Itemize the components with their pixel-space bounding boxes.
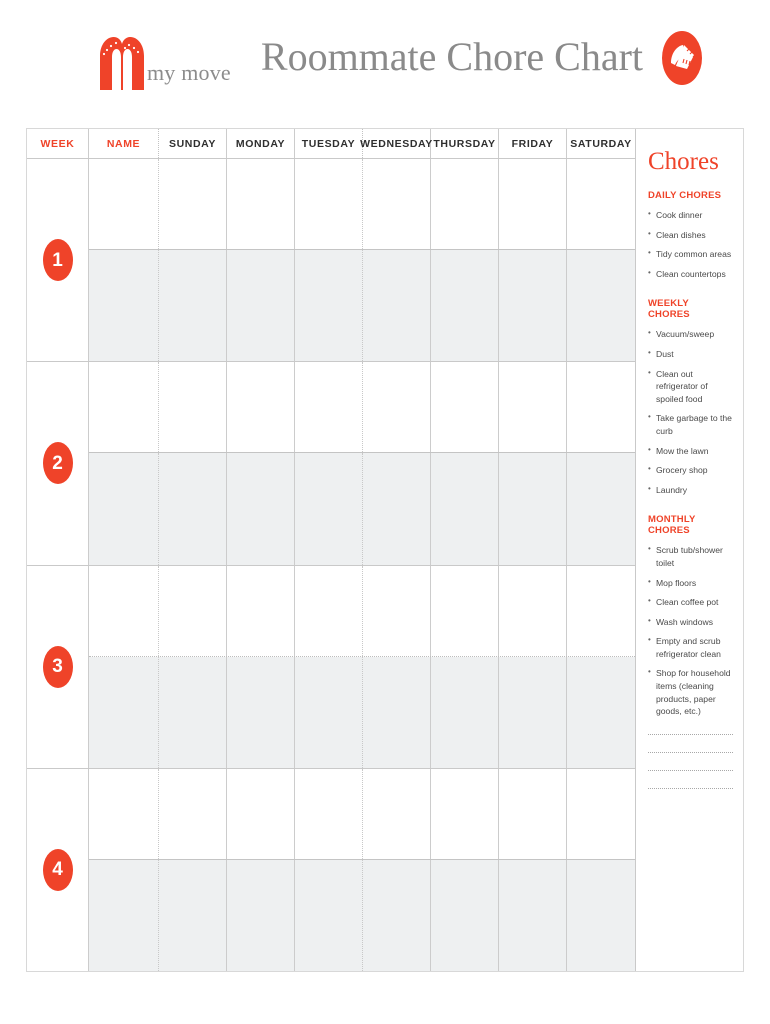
brand-wordmark: my move (147, 60, 231, 85)
grid-header-row (27, 129, 635, 159)
cell-friday[interactable] (499, 657, 567, 768)
chore-item: • Empty and scrub refrigerator clean (648, 635, 733, 660)
cell-monday[interactable] (227, 566, 295, 656)
cell-sunday[interactable] (159, 250, 227, 361)
cell-friday[interactable] (499, 250, 567, 361)
cell-thursday[interactable] (431, 860, 499, 971)
cell-sunday[interactable] (159, 453, 227, 564)
chore-item: • Tidy common areas (648, 248, 733, 261)
cell-name[interactable] (89, 362, 159, 452)
cell-sunday[interactable] (159, 362, 227, 452)
cell-saturday[interactable] (567, 453, 635, 564)
chores-sidebar (636, 129, 744, 971)
week-badge-3: 3 (43, 646, 73, 688)
cell-saturday[interactable] (567, 362, 635, 452)
cell-tuesday[interactable] (295, 566, 363, 656)
cell-wednesday[interactable] (363, 657, 431, 768)
cell-wednesday[interactable] (363, 362, 431, 452)
cell-sunday[interactable] (159, 566, 227, 656)
week-entry-rows (89, 769, 635, 971)
cell-tuesday[interactable] (295, 453, 363, 564)
chores-heading: Chores (648, 148, 719, 175)
cell-sunday[interactable] (159, 159, 227, 249)
entry-row-bottom (89, 860, 635, 971)
chore-item: • Wash windows (648, 616, 733, 629)
chore-list (648, 328, 733, 496)
chore-section-daily (648, 190, 733, 280)
page-header (0, 0, 770, 118)
chore-item: • Clean out refrigerator of spoiled food (648, 368, 733, 406)
cell-tuesday[interactable] (295, 362, 363, 452)
cell-monday[interactable] (227, 769, 295, 859)
chore-item: • Laundry (648, 484, 733, 497)
grid-body (27, 159, 635, 971)
cell-thursday[interactable] (431, 566, 499, 656)
cell-thursday[interactable] (431, 250, 499, 361)
cell-wednesday[interactable] (363, 453, 431, 564)
cell-saturday[interactable] (567, 860, 635, 971)
chore-section-monthly (648, 514, 733, 718)
chore-chart-sheet (26, 128, 744, 972)
week-number-cell (27, 769, 89, 971)
week-badge-1: 1 (43, 239, 73, 281)
column-header-friday: FRIDAY (499, 129, 567, 158)
column-header-tuesday: TUESDAY (295, 129, 363, 158)
entry-row-bottom (89, 657, 635, 768)
cell-name[interactable] (89, 566, 159, 656)
cell-tuesday[interactable] (295, 250, 363, 361)
cell-saturday[interactable] (567, 657, 635, 768)
entry-row-bottom (89, 250, 635, 361)
entry-row-top (89, 566, 635, 657)
entry-row-top (89, 769, 635, 860)
cell-saturday[interactable] (567, 566, 635, 656)
cell-thursday[interactable] (431, 453, 499, 564)
entry-row-top (89, 362, 635, 453)
week-row-4 (27, 769, 635, 971)
column-header-monday: MONDAY (227, 129, 295, 158)
cell-wednesday[interactable] (363, 769, 431, 859)
cell-wednesday[interactable] (363, 566, 431, 656)
brand-logo (98, 28, 231, 90)
blank-line[interactable] (648, 770, 733, 771)
cell-thursday[interactable] (431, 159, 499, 249)
cell-wednesday[interactable] (363, 860, 431, 971)
column-header-sunday: SUNDAY (159, 129, 227, 158)
chore-item: • Clean countertops (648, 268, 733, 281)
cell-friday[interactable] (499, 159, 567, 249)
chore-list (648, 544, 733, 718)
chore-item: • Take garbage to the curb (648, 412, 733, 437)
chore-list (648, 209, 733, 280)
week-number-cell (27, 159, 89, 361)
cell-name[interactable] (89, 657, 159, 768)
column-header-saturday: SATURDAY (570, 137, 632, 150)
chore-section-title: MONTHLY CHORES (648, 514, 696, 537)
cell-tuesday[interactable] (295, 769, 363, 859)
column-header-name: NAME (89, 129, 159, 158)
chore-item: • Scrub tub/shower toilet (648, 544, 733, 569)
week-row-2 (27, 362, 635, 565)
cell-thursday[interactable] (431, 657, 499, 768)
chore-item: • Cook dinner (648, 209, 733, 222)
week-badge-2: 2 (43, 442, 73, 484)
cell-saturday[interactable] (567, 250, 635, 361)
my-move-m-logo-icon (98, 36, 146, 90)
cell-thursday[interactable] (431, 769, 499, 859)
week-number-cell (27, 566, 89, 768)
cell-friday[interactable] (499, 362, 567, 452)
chore-item: • Dust (648, 348, 733, 361)
week-entry-rows (89, 566, 635, 768)
page-title: Roommate Chore Chart (260, 34, 644, 79)
column-header-wednesday: WEDNESDAY (363, 129, 431, 158)
cell-friday[interactable] (499, 860, 567, 971)
cell-friday[interactable] (499, 566, 567, 656)
week-entry-rows (89, 362, 635, 564)
cell-sunday[interactable] (159, 657, 227, 768)
chore-item: • Mow the lawn (648, 445, 733, 458)
column-header-thursday: THURSDAY (431, 129, 499, 158)
chore-item: • Shop for household items (cleaning products, paper goods, etc.) (648, 667, 733, 717)
column-header-week: WEEK (27, 129, 89, 158)
cell-tuesday[interactable] (295, 657, 363, 768)
cell-tuesday[interactable] (295, 159, 363, 249)
blank-line[interactable] (648, 788, 733, 789)
cell-monday[interactable] (227, 657, 295, 768)
cell-monday[interactable] (227, 362, 295, 452)
cell-friday[interactable] (499, 453, 567, 564)
chore-item: • Clean dishes (648, 229, 733, 242)
chore-section-weekly (648, 298, 733, 496)
cell-sunday[interactable] (159, 769, 227, 859)
cell-sunday[interactable] (159, 860, 227, 971)
cell-name[interactable] (89, 250, 159, 361)
cleaning-brush-icon (659, 29, 705, 87)
week-row-1 (27, 159, 635, 362)
week-number-cell (27, 362, 89, 564)
chore-item: • Mop floors (648, 577, 733, 590)
cell-saturday[interactable] (567, 159, 635, 249)
chore-item: • Vacuum/sweep (648, 328, 733, 341)
cell-name[interactable] (89, 159, 159, 249)
entry-row-top (89, 159, 635, 250)
week-row-3 (27, 566, 635, 769)
blank-line[interactable] (648, 752, 733, 753)
chore-grid (27, 129, 636, 971)
cell-monday[interactable] (227, 453, 295, 564)
week-entry-rows (89, 159, 635, 361)
blank-line[interactable] (648, 734, 733, 735)
cell-name[interactable] (89, 769, 159, 859)
entry-row-bottom (89, 453, 635, 564)
cell-wednesday[interactable] (363, 250, 431, 361)
cell-friday[interactable] (499, 769, 567, 859)
chore-item: • Clean coffee pot (648, 596, 733, 609)
cell-name[interactable] (89, 453, 159, 564)
week-badge-4: 4 (43, 849, 73, 891)
chore-section-title: DAILY CHORES (648, 190, 722, 201)
chore-section-title: WEEKLY CHORES (648, 298, 690, 321)
cell-thursday[interactable] (431, 362, 499, 452)
blank-write-in-lines (648, 734, 733, 789)
cell-monday[interactable] (227, 860, 295, 971)
chore-item: • Grocery shop (648, 464, 733, 477)
cell-name[interactable] (89, 860, 159, 971)
cell-saturday[interactable] (567, 769, 635, 859)
cell-tuesday[interactable] (295, 860, 363, 971)
cell-monday[interactable] (227, 159, 295, 249)
cell-monday[interactable] (227, 250, 295, 361)
cell-wednesday[interactable] (363, 159, 431, 249)
